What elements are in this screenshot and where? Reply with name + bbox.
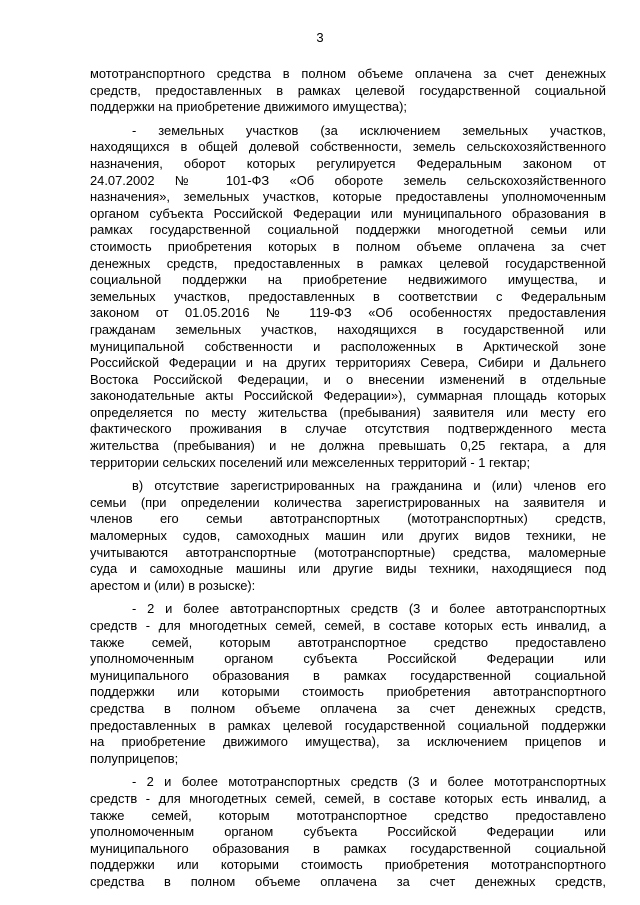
paragraph — [90, 123, 606, 471]
text-line: на приобретение движимого имущества), за исключением прицепов и — [90, 734, 606, 750]
text-line: средств - для многодетных семей, семей, в составе которых есть инвалид, а — [90, 618, 606, 633]
text-line: муниципальной собственности и расположенных в Арктической зоне — [90, 338, 606, 354]
text-line: назначения», земельных участков, которые предоставлены уполномоченным — [90, 189, 606, 205]
text-line: муниципального образования в рамках государственной социальной — [90, 667, 606, 683]
text-line: средств - для многодетных семей, семей, в составе которых есть инвалид, а — [90, 790, 606, 806]
text-line: стоимость приобретения которых в полном объеме оплачена за счет — [90, 238, 606, 254]
text-line: учитываются автотранспортные (мототранспортные) средства, маломерные — [90, 544, 606, 560]
text-line: членов его семьи автотранспортных (мототранспортных) средств, — [90, 511, 606, 527]
text-line: также семей, которым мототранспортное средство предоставлено — [90, 807, 606, 823]
paragraph — [90, 478, 606, 594]
paragraph — [90, 66, 606, 116]
text-line: территории сельских поселений или межселенных территорий - 1 гектар; — [90, 454, 531, 470]
page-number: 3 — [316, 30, 324, 45]
text-line: средств, предоставленных в рамках целевой государственной социальной — [90, 82, 606, 98]
text-line: полуприцепов; — [90, 750, 179, 766]
text-line: социальной поддержки на приобретение недвижимого имущества, и — [90, 272, 606, 288]
text-line: денежных средств, предоставленных в рамках целевой государственной — [90, 255, 606, 271]
text-line: маломерных судов, самоходных машин или других видов техники, не — [90, 528, 606, 544]
text-line: средства в полном объеме оплачена за счет денежных средств, — [90, 873, 606, 889]
text-line: законодательные акты Российской Федерации»), суммарная площадь которых — [90, 388, 606, 404]
text-line: поддержки или которыми стоимость приобретения автотранспортного — [90, 684, 606, 700]
text-line: земельных участков, предоставленных в соответствии с Федеральным — [90, 288, 606, 304]
text-line: поддержки на приобретение движимого имущества); — [90, 99, 407, 115]
paragraph — [90, 774, 606, 890]
text-line: Российской Федерации и на других территориях Севера, Сибири и Дальнего — [90, 355, 606, 371]
text-line: мототранспортного средства в полном объеме оплачена за счет денежных — [90, 66, 606, 81]
text-line: назначения, оборот которых регулируется Федеральным законом от — [90, 155, 606, 171]
text-line: предоставленных в рамках целевой государственной социальной поддержки — [90, 717, 606, 733]
text-line: средства в полном объеме оплачена за счет денежных средств, — [90, 700, 606, 716]
text-line: жительства (пребывания) и не должна превышать 0,25 гектара, а для — [90, 438, 606, 454]
text-line: Востока Российской Федерации, и о внесении изменений в отдельные — [90, 371, 606, 387]
text-line: - 2 и более мототранспортных средств (3 и более мототранспортных — [132, 774, 606, 790]
text-line: гражданам земельных участков, находящихся в государственной или — [90, 321, 606, 337]
text-line: уполномоченным органом субъекта Российской Федерации или — [90, 824, 606, 840]
paragraph — [90, 601, 606, 767]
paragraph-gap — [90, 594, 606, 601]
text-line: семьи (при определении количества зарегистрированных на заявителя и — [90, 494, 606, 510]
text-line: определяется по месту жительства (пребывания) заявителя или месту его — [90, 404, 606, 420]
text-line: 24.07.2002 № 101-ФЗ «Об обороте земель сельскохозяйственного — [90, 172, 606, 188]
text-line: арестом и (или) в розыске): — [90, 577, 256, 593]
text-line: - 2 и более автотранспортных средств (3 и более автотранспортных — [132, 601, 606, 617]
paragraph-gap — [90, 767, 606, 774]
paragraph-gap — [90, 471, 606, 478]
document-body — [90, 66, 606, 891]
text-line: фактического проживания в случае отсутствия подтвержденного места — [90, 421, 606, 437]
text-line: в) отсутствие зарегистрированных на гражданина и (или) членов его — [132, 478, 606, 494]
text-line: также семей, которым автотранспортное средство предоставлено — [90, 634, 606, 650]
text-line: муниципального образования в рамках государственной социальной — [90, 840, 606, 856]
text-line: поддержки или которыми стоимость приобретения мототранспортного — [90, 857, 606, 873]
text-line: законом от 01.05.2016 № 119-ФЗ «Об особенностях предоставления — [90, 305, 606, 321]
text-line: суда и самоходные машины или другие виды техники, находящиеся под — [90, 561, 606, 577]
text-line: органом субъекта Российской Федерации или муниципального образования в — [90, 205, 606, 221]
text-line: - земельных участков (за исключением земельных участков, — [132, 122, 606, 138]
paragraph-gap — [90, 116, 606, 123]
text-line: находящихся в общей долевой собственности, земель сельскохозяйственного — [90, 139, 606, 155]
text-line: уполномоченным органом субъекта Российской Федерации или — [90, 651, 606, 667]
text-line: рамках государственной социальной поддержки многодетной семьи или — [90, 222, 606, 238]
